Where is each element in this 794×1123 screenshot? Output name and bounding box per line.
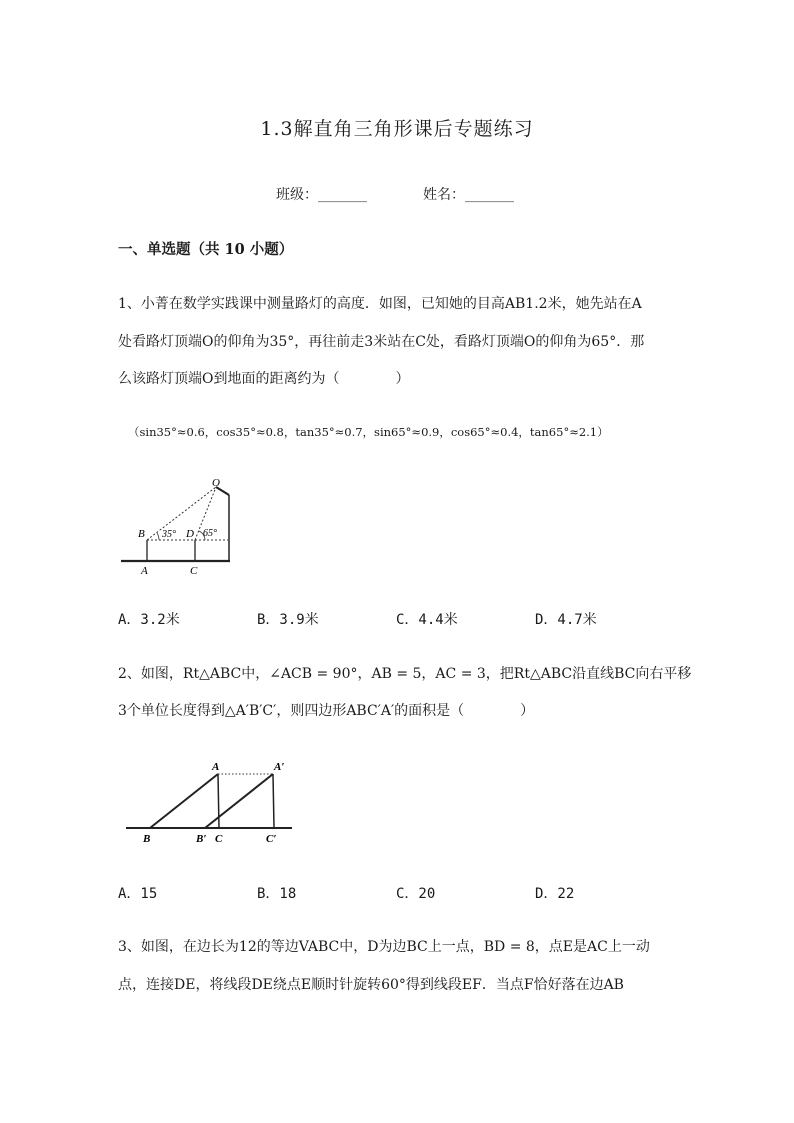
q1-label-C: C — [190, 565, 198, 577]
q2-option-b: B．18 — [257, 886, 297, 902]
q1-line-2: 处看路灯顶端O的仰角为35°，再往前走3米站在C处，看路灯顶端O的仰角为65°．那 — [118, 334, 645, 350]
q2-label-A-prime: A′ — [274, 761, 285, 773]
q2-option-d: D．22 — [535, 886, 575, 902]
name-field: 姓名：_______ — [423, 187, 514, 203]
q2-label-B: B — [143, 833, 151, 845]
q1-option-d: D．4.7米 — [535, 612, 597, 628]
q1-trig-values: （sin35°≈0.6，cos35°≈0.8，tan35°≈0.7，sin65°≈0.9，cos65°≈0.4，tan65°≈2.1） — [128, 425, 609, 439]
q1-option-c: C．4.4米 — [396, 612, 458, 628]
q1-label-A: A — [141, 565, 148, 577]
page-title: 1.3解直角三角形课后专题练习 — [260, 118, 534, 140]
q1-angle-65: 65° — [203, 528, 217, 539]
q1-option-a: A．3.2米 — [118, 612, 180, 628]
class-field: 班级：_______ — [276, 187, 367, 203]
q1-label-O: O — [212, 477, 220, 489]
q1-line-3: 么该路灯顶端O到地面的距离约为（ ） — [118, 371, 410, 387]
q2-label-C: C — [215, 833, 223, 845]
q1-figure — [118, 470, 248, 580]
q2-label-B-prime: B′ — [196, 833, 207, 845]
q2-line-1: 2、如图，Rt△ABC中，∠ACB = 90°，AB = 5，AC = 3，把Rt△ABC沿直线BC向右平移 — [118, 666, 692, 682]
q3-line-2: 点，连接DE，将线段DE绕点E顺时针旋转60°得到线段EF．当点F恰好落在边AB — [118, 977, 624, 993]
q3-line-1: 3、如图，在边长为12的等边VABC中，D为边BC上一点，BD = 8，点E是AC上一动 — [118, 939, 650, 955]
q1-line-1: 1、小菁在数学实践课中测量路灯的高度．如图，已知她的目高AB1.2米，她先站在A — [118, 296, 642, 312]
q2-figure — [118, 755, 298, 850]
q2-label-A: A — [212, 761, 220, 773]
section-heading: 一、单选题（共 10 小题） — [118, 241, 294, 258]
q1-angle-35: 35° — [162, 529, 176, 540]
q2-label-C-prime: C′ — [266, 833, 277, 845]
q1-label-D: D — [186, 528, 194, 540]
q2-option-c: C．20 — [396, 886, 436, 902]
q1-label-B: B — [138, 528, 145, 540]
q2-line-2: 3个单位长度得到△A′B′C′，则四边形ABC′A′的面积是（ ） — [118, 703, 535, 719]
q1-option-b: B．3.9米 — [257, 612, 319, 628]
q2-option-a: A．15 — [118, 886, 158, 902]
